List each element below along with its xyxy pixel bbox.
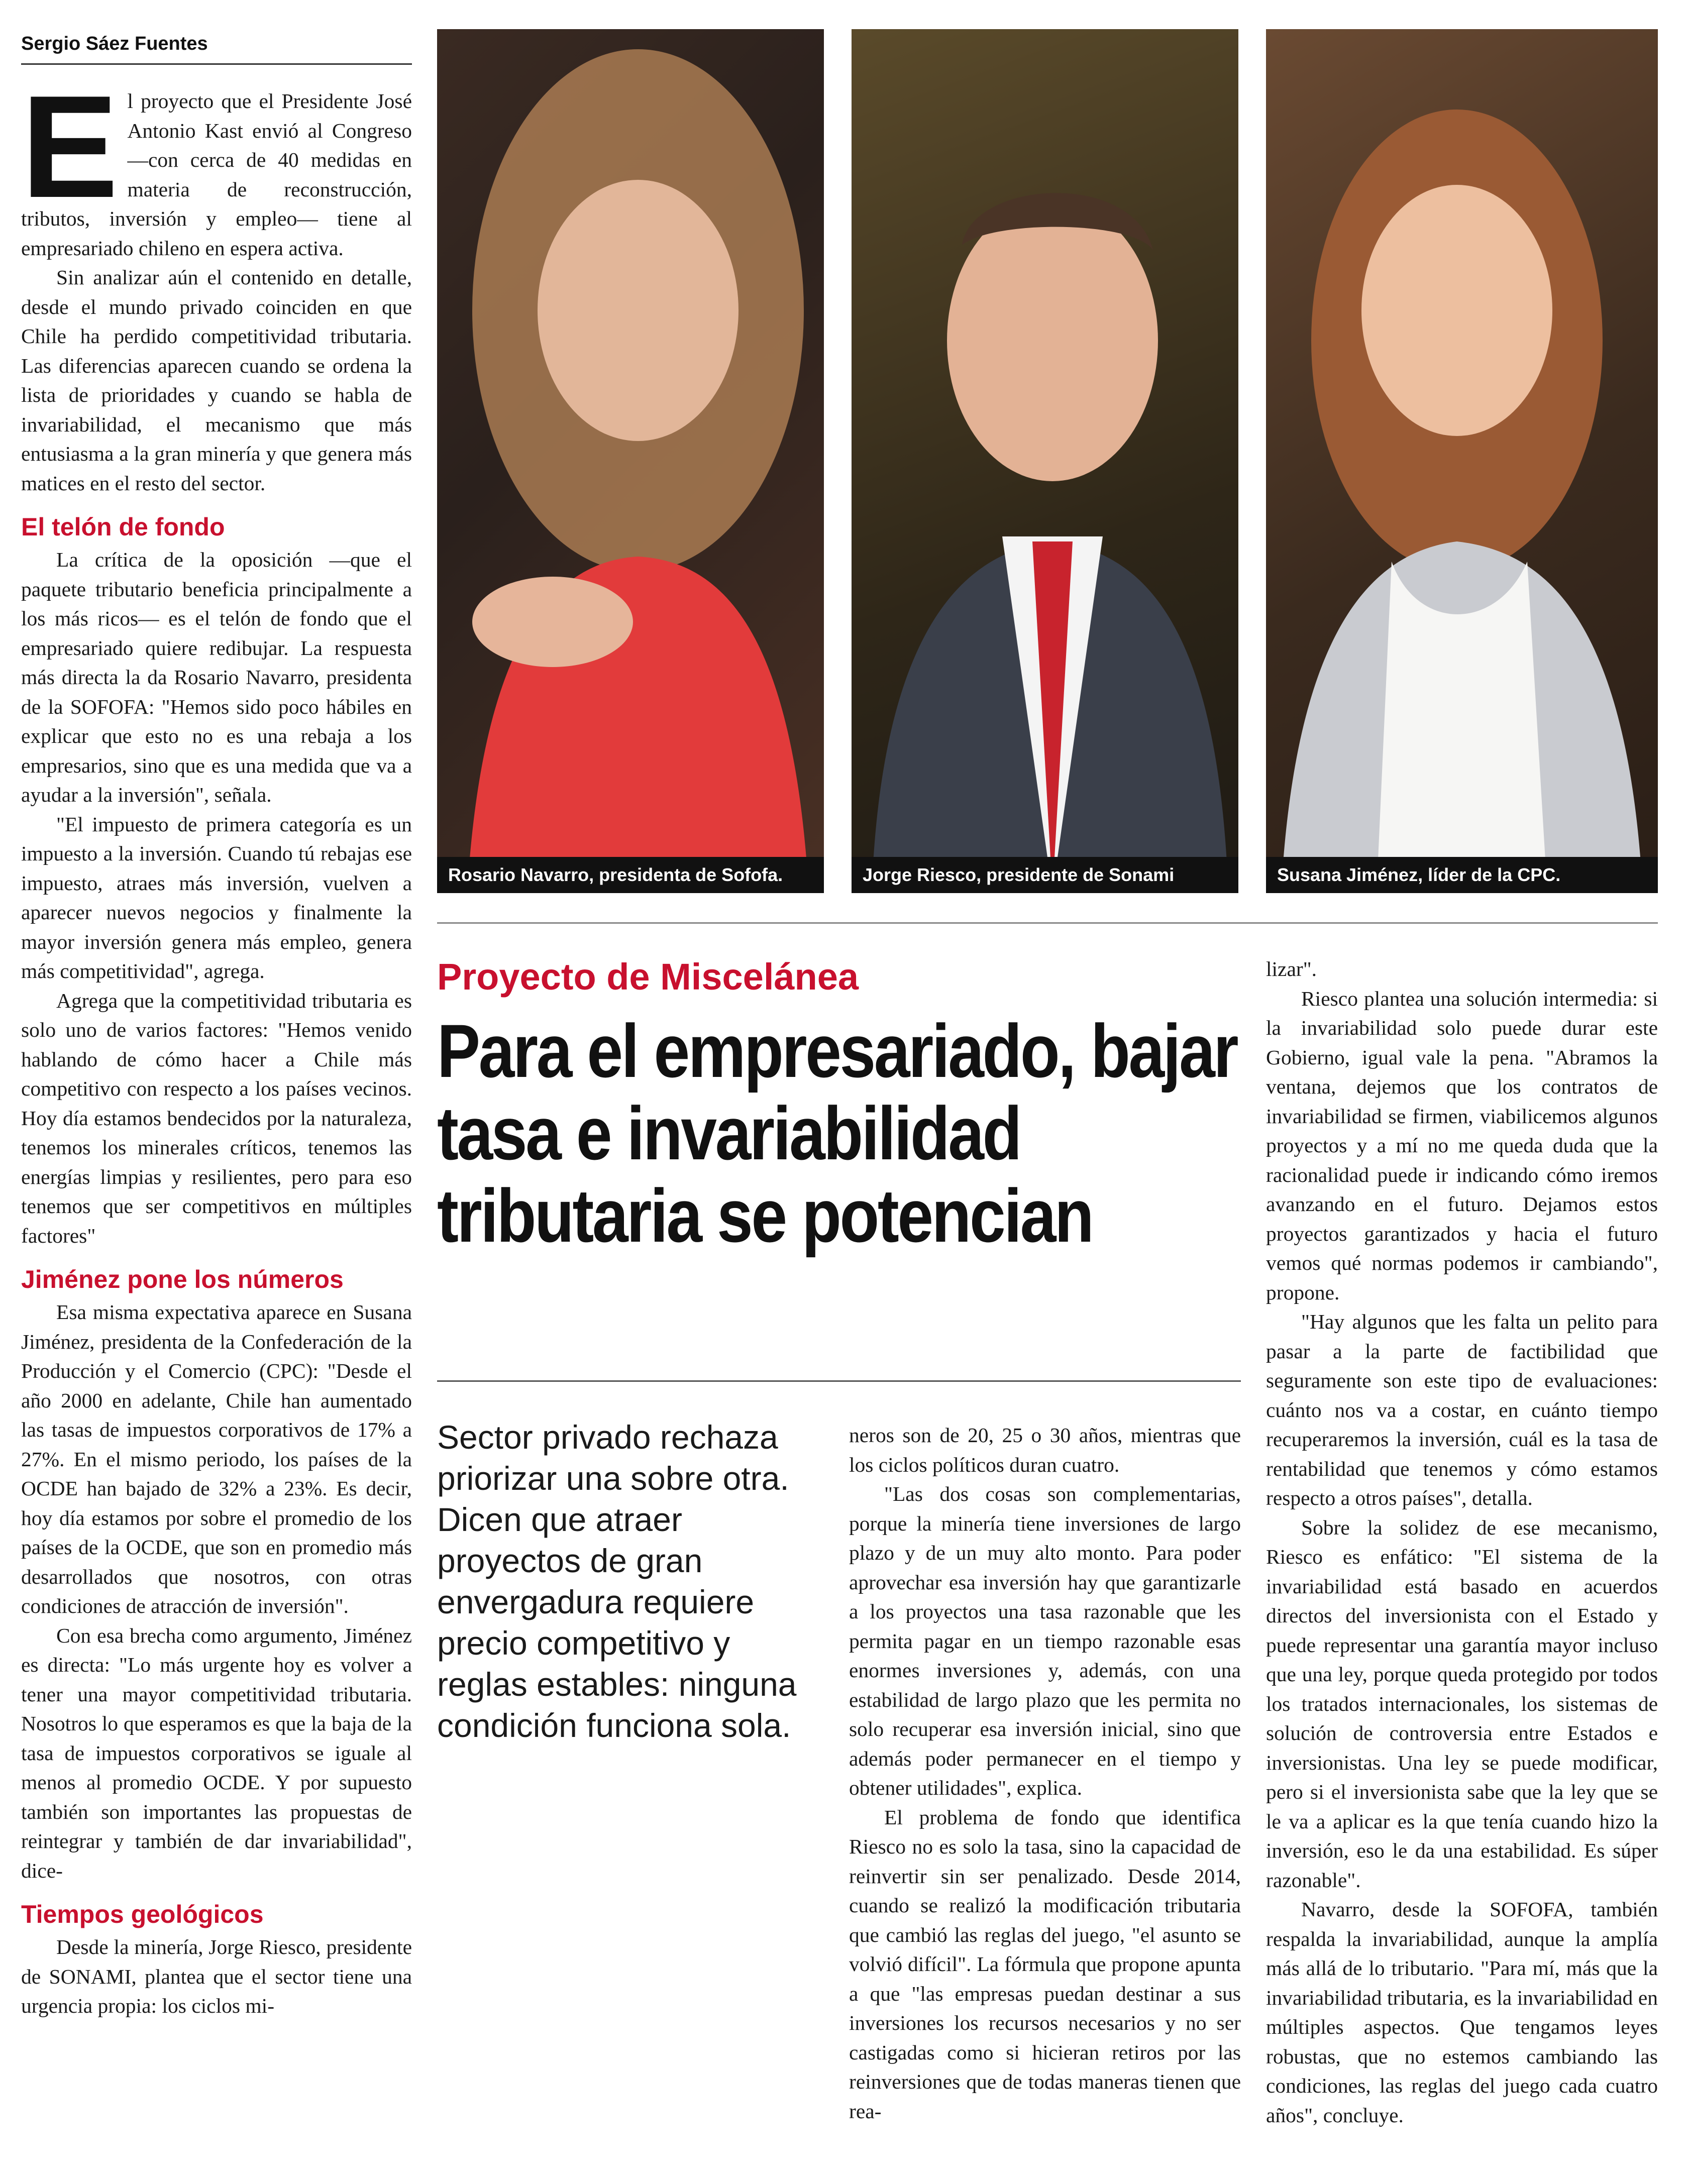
paragraph: neros son de 20, 25 o 30 años, mientras que los ciclos políticos duran cuatro. — [849, 1424, 1241, 1476]
section-heading: Jiménez pone los números — [21, 1265, 344, 1293]
section-heading: Tiempos geológicos — [21, 1900, 264, 1928]
paragraph: La crítica de la oposición —que el paquete tributario beneficia principalmente a los más ricos— es el telón de fondo que el empresariado quiere redibujar. La respuesta más directa la da Rosario Navarro, presidenta de la SOFOFA: "Hemos sido poco hábiles en explicar que esto no es una rebaja a los empresarios, sino que es una medida que va a ayudar a la inversión", señala. — [21, 548, 412, 806]
paragraph: Riesco plantea una solución intermedia: si la invariabilidad solo puede durar este Gobierno, igual vale la pena. "Abramos la ventana, dejemos que los contratos de invariabilidad se firmen, viabilicemos algunos proyectos y a mí no me queda duda que la racionalidad puede ir indicando cómo iremos avanzando en el futuro. Dejamos estos proyectos garantizados y hacia el futuro vemos qué normas podemos ir cambiando", propone. — [1266, 987, 1658, 1304]
paragraph: Esa misma expectativa aparece en Susana Jiménez, presidenta de la Confederación de la Producción y el Comercio (CPC): "Desde el año 2000 en adelante, Chile han aumentado las tasas de impuestos corporativos de 17% a 27%. En el mismo periodo, los países de la OCDE han bajado de 32% a 23%. Es decir, hoy día estamos por sobre el promedio de los países de la OCDE, que son en promedio más desarrollados que nosotros, con otras condiciones de atracción de inversión". — [21, 1300, 412, 1617]
paragraph: l proyecto que el Presidente José Antonio Kast envió al Congreso —con cerca de 40 medidas en materia de reconstrucción, tributos, inversión y empleo— tiene al empresariado chileno en espera activa. — [21, 89, 412, 260]
photo-rule — [437, 922, 1658, 924]
paragraph: Navarro, desde la SOFOFA, también respalda la invariabilidad, aunque la amplía más allá de lo tributario. "Para mí, más que la invariabilidad tributaria, es la invariabilidad en múltiples aspectos. Que tengamos leyes robustas, que no estemos cambiando las condiciones, las reglas del juego cada cuatro años", concluye. — [1266, 1898, 1658, 2127]
photo-caption: Susana Jiménez, líder de la CPC. — [1266, 857, 1658, 893]
paragraph: Sin analizar aún el contenido en detalle, desde el mundo privado coinciden en que Chile ha perdido competitividad tributaria. Las diferencias aparecen cuando se ordena la lista de prioridades y cuando se habla de invariabilidad, el mecanismo que más entusiasma a la gran minería y que genera más matices en el resto del sector. — [21, 266, 412, 495]
paragraph: El problema de fondo que identifica Riesco no es solo la tasa, sino la capacidad de reinvertir sin ser penalizado. Desde 2014, cuando se realizó la modificación tributaria que cambió las reglas del juego, "el asunto se volvió difícil". La fórmula que propone apunta a que "las empresas puedan destinar a sus inversiones los recursos necesarios y no ser castigadas como si hicieran retiros por las reinversiones que de todas maneras tienen que rea- — [849, 1805, 1241, 2123]
paragraph: lizar". — [1266, 957, 1317, 980]
paragraph: "El impuesto de primera categoría es un impuesto a la inversión. Cuando tú rebajas ese impuesto, atraes más inversión, vuelven a aparecer nuevos negocios y finalmente la mayor inversión genera más empleo, genera más competitividad", agrega. — [21, 812, 412, 982]
deck: Sector privado rechaza priorizar una sobre otra. Dicen que atraer proyectos de gran envergadura requiere precio competitivo y reglas estables: ninguna condición funciona sola. — [437, 1418, 797, 1744]
dropcap: E — [21, 65, 119, 228]
paragraph: Con esa brecha como argumento, Jiménez es directa: "Lo más urgente hoy es volver a tener una mayor competitividad tributaria. Nosotros lo que esperamos es que la baja de la tasa de impuestos corporativos se iguale al menos al promedio OCDE. Y por supuesto también son importantes las propuestas de reintegrar y también de dar invariabilidad", dice- — [21, 1623, 412, 1882]
section-heading: El telón de fondo — [21, 513, 225, 541]
paragraph: Agrega que la competitividad tributaria es solo uno de varios factores: "Hemos venido hablando de cómo hacer a Chile más competitivo con respecto a los países vecinos. Hoy día estamos bendecidos por la naturaleza, tenemos los minerales críticos, tenemos las energías limpias y resilientes, pero para eso tenemos que ser competitivos en múltiples factores" — [21, 989, 412, 1247]
photo-susana-jimenez — [1266, 29, 1658, 893]
photo-rosario-navarro — [437, 29, 824, 893]
byline: Sergio Sáez Fuentes — [21, 33, 208, 54]
portrait-illustration — [1266, 29, 1658, 893]
paragraph: "Hay algunos que les falta un pelito para pasar a la parte de factibilidad que seguramente son este tipo de evaluaciones: cuánto nos va a costar, en cuánto tiempo recuperaremos la inversión, cuál es la tasa de rentabilidad que tenemos y cómo estamos respecto a otros países", detalla. — [1266, 1310, 1658, 1509]
headline: Para el empresariado, bajar tasa e invariabilidad tributaria se potencian — [437, 1009, 1237, 1258]
headline-rule — [437, 1380, 1241, 1382]
article-column-3 — [849, 1421, 1241, 2126]
kicker: Proyecto de Miscelánea — [437, 956, 859, 998]
portrait-illustration — [437, 29, 824, 893]
paragraph: "Las dos cosas son complementarias, porque la minería tiene inversiones de largo plazo y de un muy alto monto. Para poder aprovechar esa inversión hay que garantizarle a los proyectos una tasa razonable que les permita pagar en un tiempo razonable esas enormes inversiones y, además, con una estabilidad de largo plazo que les permita no solo recuperar esa inversión inicial, sino que además poder permanecer en el tiempo y obtener utilidades", explica. — [849, 1482, 1241, 1799]
article-column-1 — [21, 65, 412, 2021]
photo-jorge-riesco — [852, 29, 1238, 893]
paragraph: Sobre la solidez de ese mecanismo, Riesco es enfático: "El sistema de la invariabilidad está basado en acuerdos directos del inversionista con el Estado y puede representar una garantía mayor incluso que una ley, porque queda protegido por todos los tratados internacionales, los sistemas de solución de controversia entre Estados e inversionistas. Una ley se puede modificar, pero si el inversionista sabe que la ley que se le va a aplicar es la que tenía cuando hizo la inversión, eso le da una estabilidad. Es súper razonable". — [1266, 1515, 1658, 1892]
portrait-illustration — [852, 29, 1238, 893]
photo-caption: Rosario Navarro, presidenta de Sofofa. — [437, 857, 824, 893]
photo-caption: Jorge Riesco, presidente de Sonami — [852, 857, 1238, 893]
article-column-4 — [1266, 954, 1658, 2130]
byline-rule — [21, 63, 412, 65]
paragraph: Desde la minería, Jorge Riesco, presidente de SONAMI, plantea que el sector tiene una urgencia propia: los ciclos mi- — [21, 1935, 412, 2017]
